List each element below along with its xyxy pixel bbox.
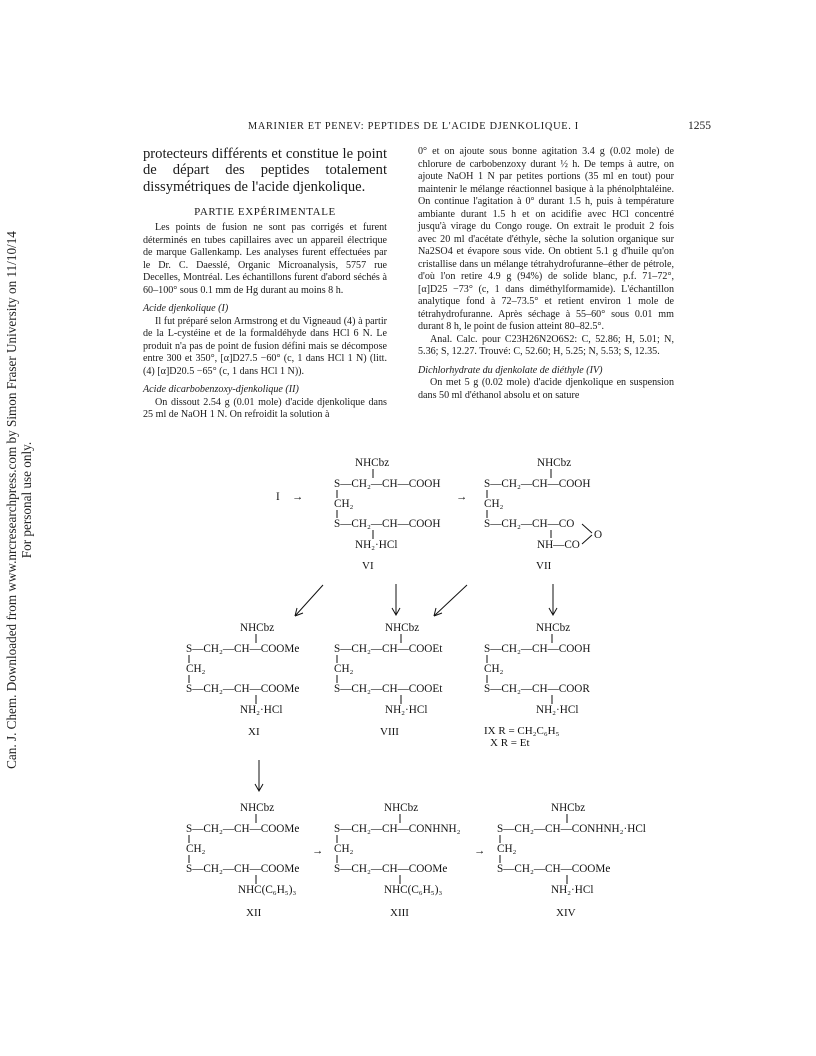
svg-text:O: O	[594, 529, 603, 541]
svg-text:NHCbz: NHCbz	[385, 622, 420, 634]
svg-text:CH₂: CH₂	[497, 843, 517, 855]
svg-text:NHCbz: NHCbz	[240, 622, 275, 634]
svg-text:S—CH₂—CH—COOH: S—CH₂—CH—COOH	[334, 518, 441, 530]
svg-text:CH₂: CH₂	[334, 498, 354, 510]
compound-XII	[186, 802, 299, 919]
svg-text:S—CH₂—CH—CONHNH₂: S—CH₂—CH—CONHNH₂	[334, 823, 461, 835]
compound-XI	[186, 622, 299, 738]
svg-text:NH₂·HCl: NH₂·HCl	[385, 704, 428, 716]
paragraph: 0° et on ajoute sous bonne agitation 3.4 g (0.02 mole) de chlorure de carbobenzoxy durant ½ h. De temps à autre, on ajoute NaOH 1 N par petites portions (35 ml en tout) pour maintenir le mélange réactionnel basique à la phénolphtaléine. On continue l'agitation à 0° durant 1.5 h, puis à température ambiante durant 1.5 h et on acidifie avec HCl concentré jusqu'à virage du Congo rouge. On extrait le produit 2 fois avec 20 ml d'acétate d'éthyle, sèche la solution organique sur Na2SO4 et évapore sous vide. On obtient 5.1 g d'huile qu'on cristallise dans un mélange tétrahydrofuranne–éther de pétrole, d'où l'on retire 4.9 g (94%) de solide blanc, p.f. 71–72°, [α]D25 −73° (c, 1 dans diméthylformamide). L'échantillon analytique fond à 72–73.5° et retient environ 1 mole de tétrahydrofuranne. Après séchage à 55–60° sous 0.01 mm durant 8 h, le point de fusion atteint 80–82.5°.	[418, 146, 674, 332]
subheading: Acide dicarbobenzoxy-djenkolique (II)	[143, 384, 299, 396]
page-number: 1255	[688, 120, 711, 132]
svg-text:S—CH₂—CH—COOMe: S—CH₂—CH—COOMe	[497, 863, 611, 875]
compound-X-label: X R = Et	[490, 737, 530, 749]
svg-text:S—CH₂—CH—COOR: S—CH₂—CH—COOR	[484, 683, 590, 695]
compound-VI-label: VI	[362, 560, 374, 572]
svg-text:S—CH₂—CH—COOMe: S—CH₂—CH—COOMe	[186, 683, 300, 695]
svg-text:NHCbz: NHCbz	[537, 457, 572, 469]
compound-IX-label: IX R = CH₂C₆H₅	[484, 725, 560, 737]
paragraph: On met 5 g (0.02 mole) d'acide djenkolique en suspension dans 50 ml d'éthanol absolu et on sature	[418, 377, 674, 401]
paragraph: Les points de fusion ne sont pas corrigés et furent déterminés en tubes capillaires avec un appareil électrique de marque Gallenkamp. Les analyses furent effectuées par le Dr. C. Daesslé, Organic Microanalysis, 5757 rue Decelles, Montréal. Les échantillons furent d'abord séchés à 60–100° sous 0.1 mm de Hg durant au moins 8 h.	[143, 222, 387, 296]
subheading: Acide djenkolique (I)	[143, 303, 229, 315]
compound-XI-label: XI	[248, 726, 260, 738]
svg-text:NH₂·HCl: NH₂·HCl	[551, 884, 594, 896]
svg-text:CH₂: CH₂	[334, 663, 354, 675]
paragraph: On dissout 2.54 g (0.01 mole) d'acide djenkolique dans 25 ml de NaOH 1 N. On refroidit la solution à	[143, 396, 387, 421]
compound-XIV-label: XIV	[556, 907, 576, 919]
svg-text:NHCbz: NHCbz	[355, 457, 390, 469]
compound-VII	[484, 457, 602, 572]
svg-text:CH₂: CH₂	[484, 498, 504, 510]
svg-text:S—CH₂—CH—COOH: S—CH₂—CH—COOH	[484, 478, 591, 490]
compound-VII-label: VII	[536, 560, 552, 572]
svg-text:CH₂: CH₂	[186, 843, 206, 855]
watermark-line-2: For personal use only.	[19, 441, 34, 559]
compound-XIII-label: XIII	[390, 907, 409, 919]
svg-text:S—CH₂—CH—COOMe: S—CH₂—CH—COOMe	[186, 643, 300, 655]
reaction-arrow: →	[292, 491, 304, 503]
svg-text:NH₂·HCl: NH₂·HCl	[240, 704, 283, 716]
svg-text:S—CH₂—CH—COOH: S—CH₂—CH—COOH	[484, 643, 591, 655]
compound-VIII-label: VIII	[380, 726, 399, 738]
compound-IX-X	[484, 622, 590, 749]
reaction-arrow: →	[312, 845, 324, 857]
svg-text:S—CH₂—CH—COOEt: S—CH₂—CH—COOEt	[334, 643, 443, 655]
svg-text:NHC(C₆H₅)₃: NHC(C₆H₅)₃	[238, 884, 297, 896]
reaction-arrow: →	[456, 491, 468, 503]
svg-text:S—CH₂—CH—COOMe: S—CH₂—CH—COOMe	[186, 863, 300, 875]
compound-XIII	[334, 802, 461, 919]
svg-text:S—CH₂—CH—COOMe: S—CH₂—CH—COOMe	[186, 823, 300, 835]
paragraph: Il fut préparé selon Armstrong et du Vigneaud (4) à partir de la L-cystéine et de la formaldéhyde dans HCl 6 N. Le produit n'a pas de point de fusion défini mais se décompose entre 300 et 350°, [α]D27.5 −60° (c, 1 dans HCl 1 N) (litt. (4) [α]D20.5 −65° (c, 1 dans HCl 1 N)).	[143, 315, 387, 377]
svg-text:NHCbz: NHCbz	[384, 802, 419, 814]
svg-text:NH₂·HCl: NH₂·HCl	[536, 704, 579, 716]
svg-text:NHCbz: NHCbz	[240, 802, 275, 814]
svg-text:CH₂: CH₂	[484, 663, 504, 675]
lead-paragraph: protecteurs différents et constitue le point de départ des peptides totalement dissymétriques de l'acide djenkolique.	[143, 146, 387, 195]
svg-text:NH₂·HCl: NH₂·HCl	[355, 539, 398, 551]
analysis-paragraph: Anal. Calc. pour C23H26N2O6S2: C, 52.86; H, 5.01; N, 5.36; S, 12.27. Trouvé: C, 52.60; H, 5.25; N, 5.53; S, 12.35.	[418, 333, 674, 357]
svg-text:CH₂: CH₂	[334, 843, 354, 855]
compound-XIV	[497, 802, 646, 919]
running-title: MARINIER ET PENEV: PEPTIDES DE L'ACIDE DJENKOLIQUE. I	[248, 121, 579, 132]
arrows-row-1	[295, 584, 557, 616]
reaction-arrow: →	[474, 845, 486, 857]
svg-text:CH₂: CH₂	[186, 663, 206, 675]
svg-text:S—CH₂—CH—COOEt: S—CH₂—CH—COOEt	[334, 683, 443, 695]
svg-text:S—CH₂—CH—CONHNH₂·HCl: S—CH₂—CH—CONHNH₂·HCl	[497, 823, 646, 835]
svg-text:S—CH₂—CH—COOMe: S—CH₂—CH—COOMe	[334, 863, 448, 875]
svg-text:NHCbz: NHCbz	[551, 802, 586, 814]
svg-text:NHC(C₆H₅)₃: NHC(C₆H₅)₃	[384, 884, 443, 896]
svg-text:S—CH₂—CH—CO: S—CH₂—CH—CO	[484, 518, 575, 530]
svg-text:NHCbz: NHCbz	[536, 622, 571, 634]
compound-VIII	[334, 622, 443, 738]
compound-XII-label: XII	[246, 907, 262, 919]
svg-text:S—CH₂—CH—COOH: S—CH₂—CH—COOH	[334, 478, 441, 490]
compound-I-label: I	[276, 491, 280, 503]
compound-VI	[334, 457, 440, 572]
watermark-line-1: Can. J. Chem. Downloaded from www.nrcresearchpress.com by Simon Fraser University on 11/10/14	[4, 231, 19, 769]
subheading: Dichlorhydrate du djenkolate de diéthyle (IV)	[418, 364, 603, 376]
svg-text:NH—CO: NH—CO	[537, 539, 580, 551]
section-heading: PARTIE EXPÉRIMENTALE	[194, 205, 336, 218]
